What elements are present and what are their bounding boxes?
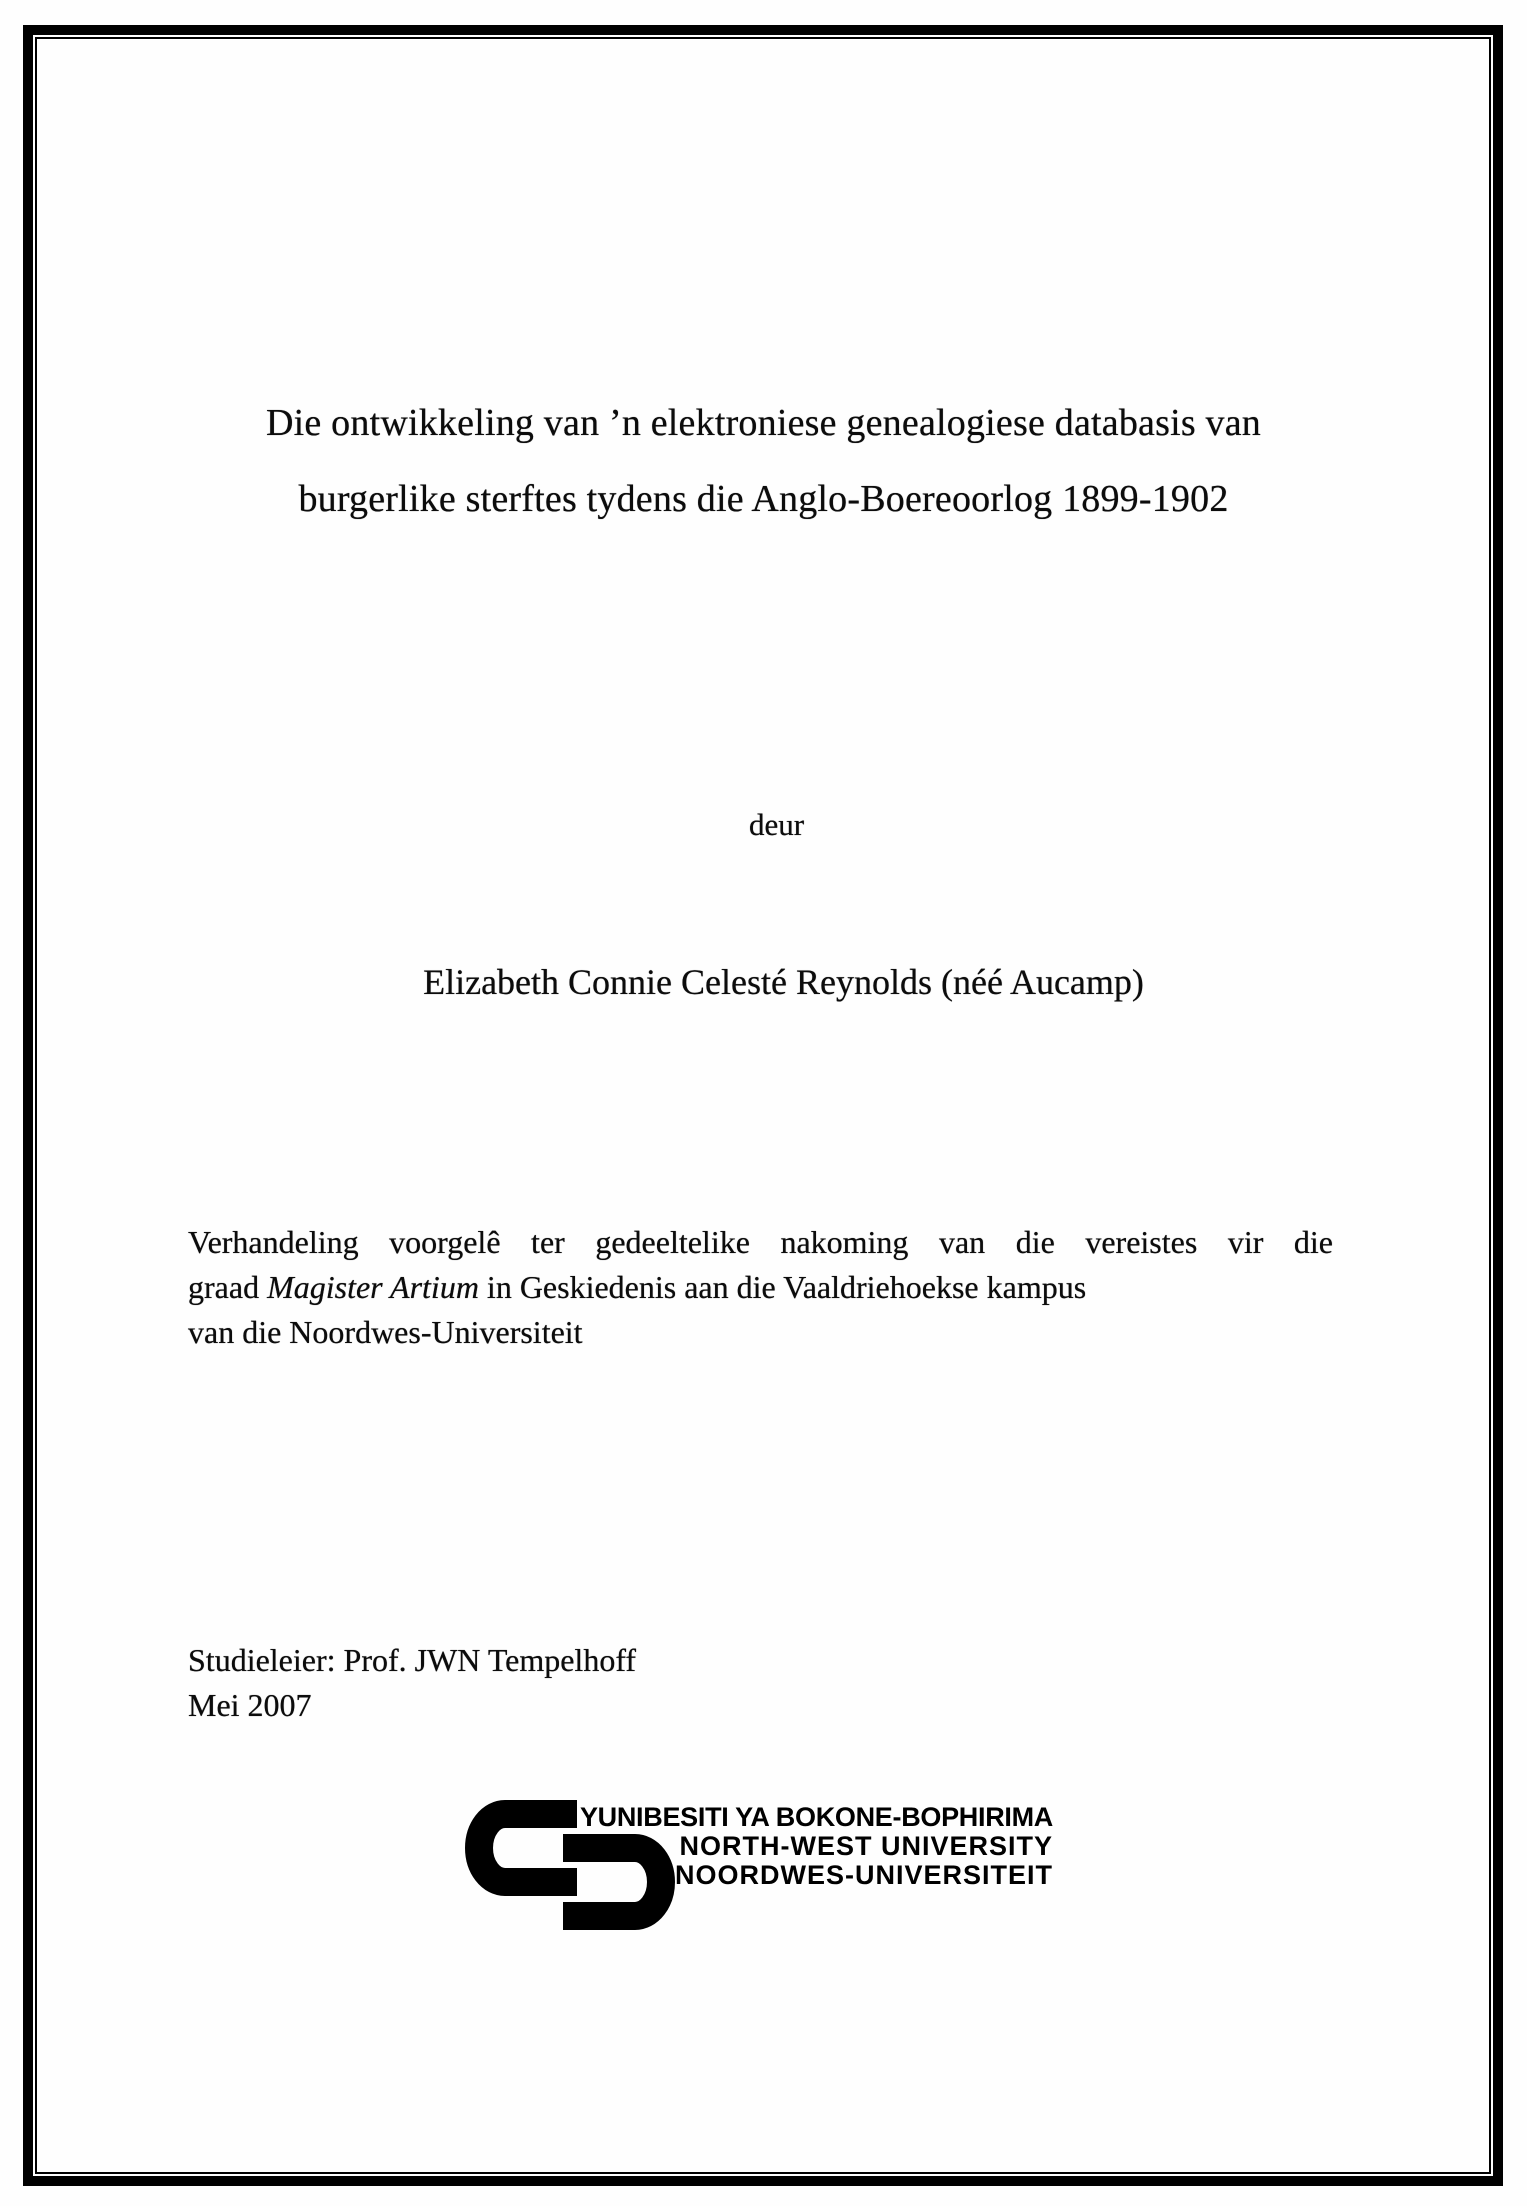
author-name: Elizabeth Connie Celesté Reynolds (néé Aucamp) <box>423 962 1144 1002</box>
degree-statement-line2-suffix: in Geskiedenis aan die Vaaldriehoekse kampus <box>478 1269 1087 1305</box>
university-logo-text <box>579 1802 1053 1890</box>
thesis-title <box>0 385 1527 537</box>
thesis-title-line2: burgerlike sterftes tydens die Anglo-Boereoorlog 1899-1902 <box>298 478 1229 520</box>
degree-statement-line1: Verhandeling voorgelê ter gedeeltelike nakoming van die vereistes vir die <box>188 1224 1333 1260</box>
degree-statement-line2 <box>188 1265 1333 1310</box>
university-logo <box>465 1800 1065 1945</box>
degree-name-italic: Magister Artium <box>267 1269 479 1305</box>
supervisor-line: Studieleier: Prof. JWN Tempelhoff <box>188 1642 637 1678</box>
logo-text-setswana: YUNIBESITI YA BOKONE-BOPHIRIMA <box>579 1802 1053 1832</box>
supervisor-date-block <box>188 1638 636 1728</box>
logo-text-english: NORTH-WEST UNIVERSITY <box>679 1831 1053 1861</box>
thesis-title-line1: Die ontwikkeling van ’n elektroniese genealogiese databasis van <box>266 402 1261 444</box>
logo-text-afrikaans: NOORDWES-UNIVERSITEIT <box>674 1860 1053 1890</box>
degree-statement-line3: van die Noordwes-Universiteit <box>188 1314 583 1350</box>
byline-label: deur <box>748 807 805 842</box>
date-line: Mei 2007 <box>188 1687 312 1723</box>
degree-statement-line2-prefix: graad <box>188 1269 268 1305</box>
degree-statement <box>188 1220 1333 1355</box>
